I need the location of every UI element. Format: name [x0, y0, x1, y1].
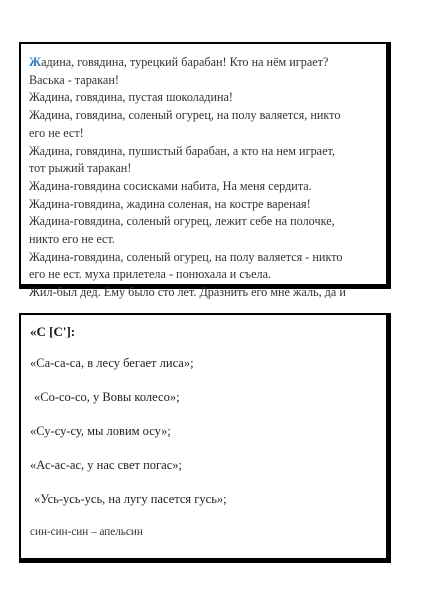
tongue-twister-item: «Со-со-со, у Вовы колесо»; — [34, 390, 180, 404]
rhyme-line: Жадина-говядина, соленый огурец, на полу валяется - никто — [29, 249, 343, 264]
rhyme-line: Жадина-говядина сосисками набита, На меня сердита. — [29, 178, 312, 193]
rhyme-line: Васька - таракан! — [29, 72, 119, 87]
tongue-twister-item: син-син-син – апельсин — [30, 526, 143, 538]
rhyme-line: его не ест. муха прилетела - понюхала и съела. — [29, 267, 272, 282]
rhyme-line: Жадина, говядина, пустая шоколадина! — [29, 90, 233, 105]
tongue-twister-item: «Су-су-су, мы ловим осу»; — [30, 424, 171, 438]
rhyme-line: его не ест! — [29, 125, 84, 140]
drop-cap-letter: Ж — [29, 55, 42, 69]
rhyme-line: никто его не ест. — [29, 232, 115, 247]
rhyme-line: Жадина-говядина, соленый огурец, лежит себе на полочке, — [29, 214, 335, 229]
rhyme-line: Жадина, говядина, соленый огурец, на полу валяется, никто — [29, 108, 341, 123]
rhyme-line — [29, 54, 378, 72]
rhyme-line: Жил-был дед. Ему было сто лет. Дразнить его мне жаль, да и — [29, 285, 346, 300]
sound-s-card — [19, 313, 391, 563]
tongue-twister-item: «Усь-усь-усь, на лугу пасется гусь»; — [34, 492, 227, 506]
tongue-twister-item: «Са-са-са, в лесу бегает лиса»; — [30, 356, 194, 370]
tongue-twister-item: «Ас-ас-ас, у нас свет погас»; — [30, 458, 182, 472]
rhyme-line: Жадина-говядина, жадина соленая, на костре вареная! — [29, 196, 311, 211]
rhyme-line-text: адина, говядина, турецкий барабан! Кто на нём играет? — [41, 55, 329, 69]
rhymes-card-zhadina — [19, 42, 391, 300]
rhyme-line: тот рыжий таракан! — [29, 161, 132, 176]
rhyme-line: Жадина, говядина, пушистый барабан, а кто на нем играет, — [29, 143, 335, 158]
card-heading: «С [С']: — [30, 324, 76, 339]
